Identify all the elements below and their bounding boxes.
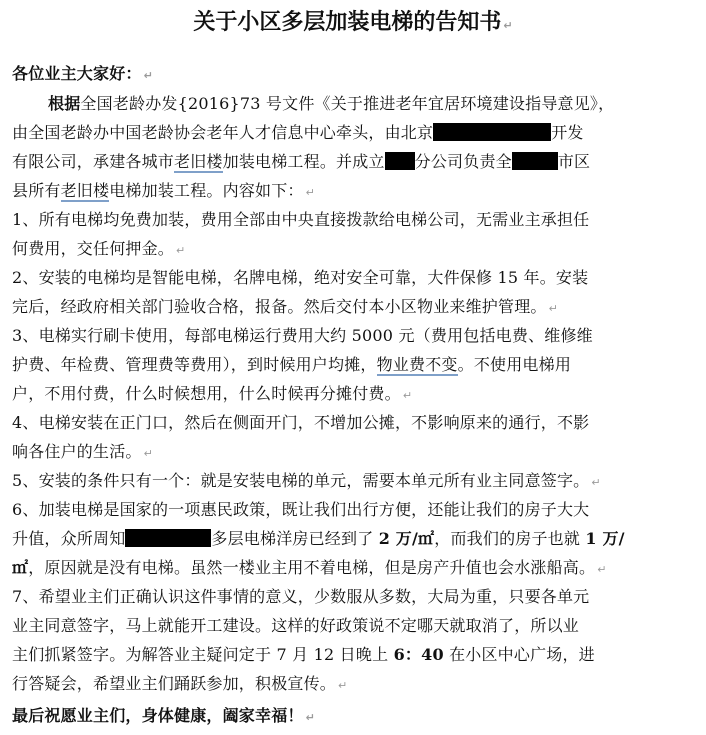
item-text: 行答疑会，希望业主们踊跃参加，积极宣传。 [12, 674, 337, 693]
intro-text: 全国老龄办发{2016}73 号文件《关于推进老年宜居环境建设指导意见》， [80, 94, 615, 113]
bold-time: 6：40 [393, 645, 444, 664]
intro-line-3 [12, 152, 694, 172]
underlined-text: 老旧楼 [174, 152, 223, 171]
greeting-text: 各位业主大家好： [12, 64, 142, 83]
bold-unit: ㎡ [12, 558, 29, 577]
item-1-line-2 [12, 239, 694, 261]
bold-price: 2 万/㎡ [378, 529, 435, 548]
item-6-line-2 [12, 529, 694, 549]
intro-text: 开发 [551, 123, 584, 142]
paragraph-mark: ↵ [591, 476, 601, 489]
item-text: 护费、年检费、管理费等费用），到时候用户均摊， [12, 355, 377, 374]
item-3-line-1: 3、电梯实行刷卡使用，每部电梯运行费用大约 5000 元（费用包括电费、维修维 [12, 326, 593, 345]
intro-line-2 [12, 123, 694, 143]
item-text: 主们抓紧签字。为解答业主疑问定于 7 月 12 日晚上 [12, 645, 394, 664]
item-7-line-3 [12, 645, 694, 665]
underlined-text: 物业费不变 [376, 355, 458, 374]
item-3-line-2 [12, 355, 694, 375]
greeting [12, 64, 694, 86]
title-text: 关于小区多层加装电梯的告知书 [193, 10, 502, 35]
intro-text: 市区 [557, 152, 591, 171]
item-1-line-1: 1、所有电梯均免费加装，费用全部由中央直接拨款给电梯公司，无需业主承担任 [12, 210, 590, 229]
item-7-line-1: 7、希望业主们正确认识这件事情的意义，少数服从多数，大局为重，只要各单元 [12, 587, 590, 606]
item-text: ，而我们的房子也就 [434, 529, 586, 548]
intro-line-4 [12, 181, 694, 203]
page-title [0, 8, 706, 41]
redaction-block [433, 123, 551, 141]
intro-line-1 [12, 94, 694, 114]
closing [12, 706, 694, 728]
intro-text: 由全国老龄办中国老龄协会老年人才信息中心牵头，由北京 [12, 123, 434, 142]
paragraph-mark: ↵ [548, 302, 559, 315]
underlined-text: 老旧楼 [60, 181, 110, 200]
item-2-line-2 [12, 297, 694, 319]
redaction-block [512, 152, 558, 170]
paragraph-mark: ↵ [305, 711, 316, 724]
item-text: 。不使用电梯用 [457, 355, 572, 374]
redaction-block [385, 152, 415, 170]
intro-text: 有限公司，承建各城市 [12, 152, 175, 171]
item-text: 在小区中心广场，进 [443, 645, 595, 664]
item-3-line-3 [12, 384, 694, 406]
item-2-line-1: 2、安装的电梯均是智能电梯，名牌电梯，绝对安全可靠，大件保修 15 年。安装 [12, 268, 589, 287]
paragraph-mark: ↵ [338, 679, 348, 692]
item-7-line-4 [12, 674, 694, 696]
paragraph-mark: ↵ [597, 563, 607, 576]
redaction-block [125, 529, 211, 547]
intro-text: 分公司负责全 [414, 152, 512, 171]
intro-bold: 根据 [48, 94, 81, 113]
paragraph-mark: ↵ [503, 19, 513, 32]
item-text: 升值，众所周知 [12, 529, 126, 548]
item-text: 户，不用付费，什么时候想用，什么时候再分摊付费。 [12, 384, 401, 403]
paragraph-mark: ↵ [143, 69, 154, 82]
item-text: 何费用，交任何押金。 [12, 239, 175, 258]
closing-text: 最后祝愿业主们，身体健康，阖家幸福！ [12, 706, 304, 725]
item-6-line-3 [12, 558, 694, 580]
intro-text: 县所有 [12, 181, 61, 200]
paragraph-mark: ↵ [305, 186, 316, 199]
item-7-line-2: 业主同意签字，马上就能开工建设。这样的好政策说不定哪天就取消了，所以业 [12, 616, 580, 635]
item-4-line-1: 4、电梯安装在正门口，然后在侧面开门，不增加公摊，不影响原来的通行，不影 [12, 413, 590, 432]
intro-text: 加装电梯工程。并成立 [222, 152, 385, 171]
item-text: 响各住户的生活。 [12, 442, 142, 461]
item-4-line-2 [12, 442, 694, 464]
paragraph-mark: ↵ [176, 244, 186, 257]
paragraph-mark: ↵ [143, 447, 154, 460]
item-text: 5、安装的条件只有一个：就是安装电梯的单元，需要本单元所有业主同意签字。 [12, 471, 590, 490]
paragraph-mark: ↵ [402, 389, 413, 402]
item-text: 多层电梯洋房已经到了 [211, 529, 379, 548]
item-text: ，原因就是没有电梯。虽然一楼业主用不着电梯，但是房产升值也会水涨船高。 [28, 558, 596, 577]
intro-text: 电梯加装工程。内容如下： [109, 181, 304, 200]
bold-price: 1 万/ [585, 529, 625, 548]
item-text: 完后，经政府相关部门验收合格，报备。然后交付本小区物业来维护管理。 [12, 297, 547, 316]
item-6-line-1: 6、加装电梯是国家的一项惠民政策，既让我们出行方便，还能让我们的房子大大 [12, 500, 590, 519]
item-5-line-1 [12, 471, 694, 493]
